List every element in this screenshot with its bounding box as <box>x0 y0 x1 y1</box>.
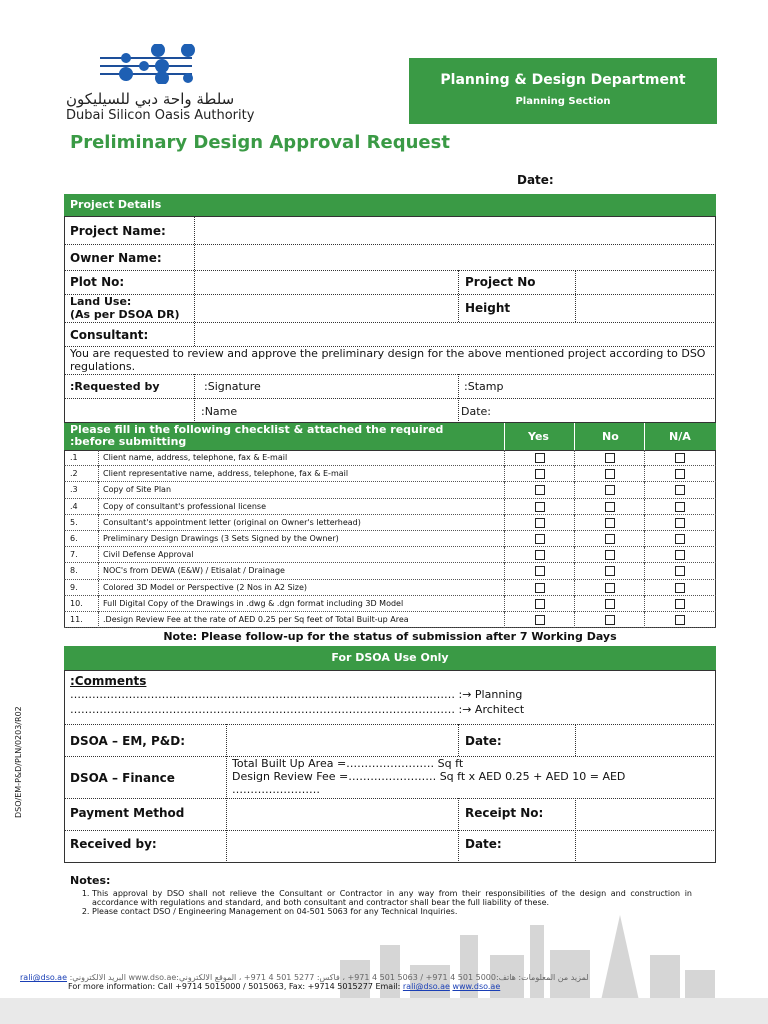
checklist-item-number: 10. <box>70 598 83 608</box>
checklist-row <box>64 531 716 547</box>
checklist-item-text: Preliminary Design Drawings (3 Sets Signed by the Owner) <box>103 534 339 543</box>
checkbox-no[interactable] <box>605 615 615 625</box>
checklist-item-number: 7. <box>70 550 78 560</box>
document-code: DSO/EM-P&D/PLN/0203/R02 <box>14 706 23 818</box>
checklist-row <box>64 596 716 612</box>
note-item: 2. Please contact DSO / Engineering Management on 04-501 5063 for any Technical Inquiries. <box>92 907 692 916</box>
checkbox-yes[interactable] <box>535 534 545 544</box>
checkbox-na[interactable] <box>675 485 685 495</box>
checklist-row <box>64 580 716 596</box>
footer-contact-info: For more information: Call +9714 5015000 / 5015063, Fax: +9714 5015277 Email: <box>68 982 401 991</box>
logo-english-text: Dubai Silicon Oasis Authority <box>66 108 255 123</box>
checkbox-no[interactable] <box>605 550 615 560</box>
checkbox-na[interactable] <box>675 550 685 560</box>
checkbox-na[interactable] <box>675 566 685 576</box>
checkbox-yes[interactable] <box>535 583 545 593</box>
checklist-item-number: 11. <box>70 615 83 624</box>
checkbox-no[interactable] <box>605 583 615 593</box>
checklist-item-number: .4 <box>70 501 78 511</box>
checkbox-na[interactable] <box>675 453 685 463</box>
checkbox-na[interactable] <box>675 469 685 479</box>
checkbox-yes[interactable] <box>535 599 545 609</box>
checklist-header <box>64 423 716 450</box>
checklist-item-text: Copy of consultant's professional license <box>103 501 267 511</box>
col-na: N/A <box>669 430 691 443</box>
project-details-header: Project Details <box>64 194 716 216</box>
project-name-field[interactable] <box>196 218 714 243</box>
checklist-item-number: 5. <box>70 517 78 527</box>
project-no-field[interactable] <box>577 272 714 293</box>
col-yes: Yes <box>528 430 549 443</box>
comments-architect[interactable]: …………………………………………………………………………………………… :→ Architect <box>70 703 525 716</box>
checklist-item-text: Colored 3D Model or Perspective (2 Nos in A2 Size) <box>103 582 308 592</box>
checklist-item-text: Client representative name, address, telephone, fax & E-mail <box>103 469 349 479</box>
payment-method-label: Payment Method <box>70 806 185 820</box>
footer <box>20 973 589 991</box>
requested-by-label: :Requested by <box>70 380 160 393</box>
checklist-row <box>64 563 716 579</box>
project-name-label: Project Name: <box>70 224 166 238</box>
checkbox-no[interactable] <box>605 453 615 463</box>
total-built-up-area: Total Built Up Area =…………………… Sq ft <box>232 757 464 770</box>
checklist-item-text: .Design Review Fee at the rate of AED 0.25 per Sq feet of Total Built-up Area <box>103 615 409 624</box>
section-title: Planning Section <box>515 96 611 107</box>
note-item: 1. This approval by DSO shall not relieve the Consultant or Contractor in any way from their responsibilities of the design and construction in accordance with regulations and standard, and both consultant and contractor shall bear the full liability of these. <box>92 889 692 907</box>
notes-heading: Notes: <box>70 874 111 887</box>
height-field[interactable] <box>577 296 714 321</box>
checkbox-yes[interactable] <box>535 469 545 479</box>
col-no: No <box>602 430 619 443</box>
checkbox-no[interactable] <box>605 502 615 512</box>
finance-label: DSOA – Finance <box>70 771 175 785</box>
received-date-label: Date: <box>465 837 502 851</box>
checklist-item-number: .2 <box>70 469 78 479</box>
plot-no-label: Plot No: <box>70 275 125 289</box>
comments-planning[interactable]: …………………………………………………………………………………………… :→ Planning <box>70 688 523 701</box>
checklist-item-text: Client name, address, telephone, fax & E-mail <box>103 453 288 462</box>
checklist-item-text: Civil Defense Approval <box>103 550 194 560</box>
finance-details <box>232 757 625 796</box>
dsoa-use-header: For DSOA Use Only <box>64 646 716 670</box>
dsoa-logo <box>66 44 256 126</box>
checkbox-yes[interactable] <box>535 453 545 463</box>
footer-arabic-info: لمزيد من المعلومات: هاتف:5000 501 4 971+ / 5063 501 4 971+ ، فاكس: 5277 501 4 971+ ، الموقع الالكتروني:www.dso.ae البريد الالكتروني: <box>69 973 589 982</box>
checklist-row <box>64 612 716 628</box>
checklist-item-text: Consultant's appointment letter (original on Owner's letterhead) <box>103 517 361 527</box>
consultant-field[interactable] <box>196 324 714 345</box>
checklist-item-number: 8. <box>70 566 78 576</box>
checkbox-na[interactable] <box>675 583 685 593</box>
request-statement: You are requested to review and approve the preliminary design for the above mentioned project according to DSO regulations. <box>70 347 706 373</box>
stamp-label: :Stamp <box>464 380 504 393</box>
project-no-label: Project No <box>465 275 536 289</box>
footer-email-link-ar[interactable]: rali@dso.ae <box>20 973 68 982</box>
height-label: Height <box>465 301 511 315</box>
checklist-row <box>64 515 716 531</box>
checkbox-yes[interactable] <box>535 550 545 560</box>
request-date-label: Date: <box>461 405 491 418</box>
checkbox-na[interactable] <box>675 534 685 544</box>
checklist-item-text: Full Digital Copy of the Drawings in .dwg & .dgn format including 3D Model <box>103 598 404 608</box>
checklist-item-number: 6. <box>70 534 78 543</box>
checkbox-yes[interactable] <box>535 615 545 625</box>
checklist-heading-line2: :before submitting <box>70 435 187 448</box>
checklist-row <box>64 547 716 563</box>
em-pd-date-label: Date: <box>465 734 502 748</box>
checkbox-yes[interactable] <box>535 518 545 528</box>
checkbox-no[interactable] <box>605 566 615 576</box>
design-review-fee: Design Review Fee =…………………… Sq ft x AED 0.25 + AED 10 = AED <box>232 770 626 783</box>
received-by-label: Received by: <box>70 837 157 851</box>
checkbox-yes[interactable] <box>535 502 545 512</box>
checkbox-na[interactable] <box>675 599 685 609</box>
checklist-heading-line1: Please fill in the following checklist & attached the required <box>70 423 444 436</box>
land-use-label: Land Use: (As per DSOA DR) <box>70 295 180 321</box>
land-use-field[interactable] <box>196 296 456 321</box>
plot-no-field[interactable] <box>196 272 456 293</box>
date-label: Date: <box>517 173 554 187</box>
checklist-row <box>64 482 716 498</box>
fee-amount-blank: …………………… <box>232 783 320 796</box>
checklist-item-number: .1 <box>70 453 78 462</box>
checkbox-na[interactable] <box>675 518 685 528</box>
checklist-item-number: 9. <box>70 582 78 592</box>
checkbox-no[interactable] <box>605 469 615 479</box>
footer-web-link[interactable]: www.dso.ae <box>452 982 501 991</box>
owner-name-field[interactable] <box>196 246 714 269</box>
name-label: :Name <box>201 405 238 418</box>
receipt-no-label: Receipt No: <box>465 806 544 820</box>
checklist-row <box>64 499 716 515</box>
checkbox-no[interactable] <box>605 518 615 528</box>
checkbox-no[interactable] <box>605 534 615 544</box>
comments-label: :Comments <box>70 674 147 688</box>
em-pd-label: DSOA – EM, P&D: <box>70 734 186 748</box>
followup-note: Note: Please follow-up for the status of submission after 7 Working Days <box>163 630 617 643</box>
footer-band <box>0 998 768 1024</box>
signature-label: :Signature <box>204 380 261 393</box>
checklist-item-text: Copy of Site Plan <box>103 485 172 495</box>
page-title: Preliminary Design Approval Request <box>70 132 450 153</box>
checkbox-yes[interactable] <box>535 566 545 576</box>
checkbox-no[interactable] <box>605 485 615 495</box>
checkbox-na[interactable] <box>675 502 685 512</box>
checklist-item-number: .3 <box>70 485 78 495</box>
logo-arabic-text: سلطة واحة دبي للسيليكون <box>66 90 235 108</box>
checklist-row <box>64 450 716 466</box>
checkbox-na[interactable] <box>675 615 685 625</box>
checklist-item-text: NOC's from DEWA (E&W) / Etisalat / Drainage <box>103 566 285 576</box>
consultant-label: Consultant: <box>70 328 149 342</box>
checkbox-yes[interactable] <box>535 485 545 495</box>
footer-email-link[interactable]: rali@dso.ae <box>402 982 450 991</box>
department-title: Planning & Design Department <box>440 72 686 88</box>
logo-network-icon <box>96 44 206 84</box>
department-banner <box>409 58 717 124</box>
checkbox-no[interactable] <box>605 599 615 609</box>
owner-name-label: Owner Name: <box>70 251 162 265</box>
checklist-row <box>64 466 716 482</box>
